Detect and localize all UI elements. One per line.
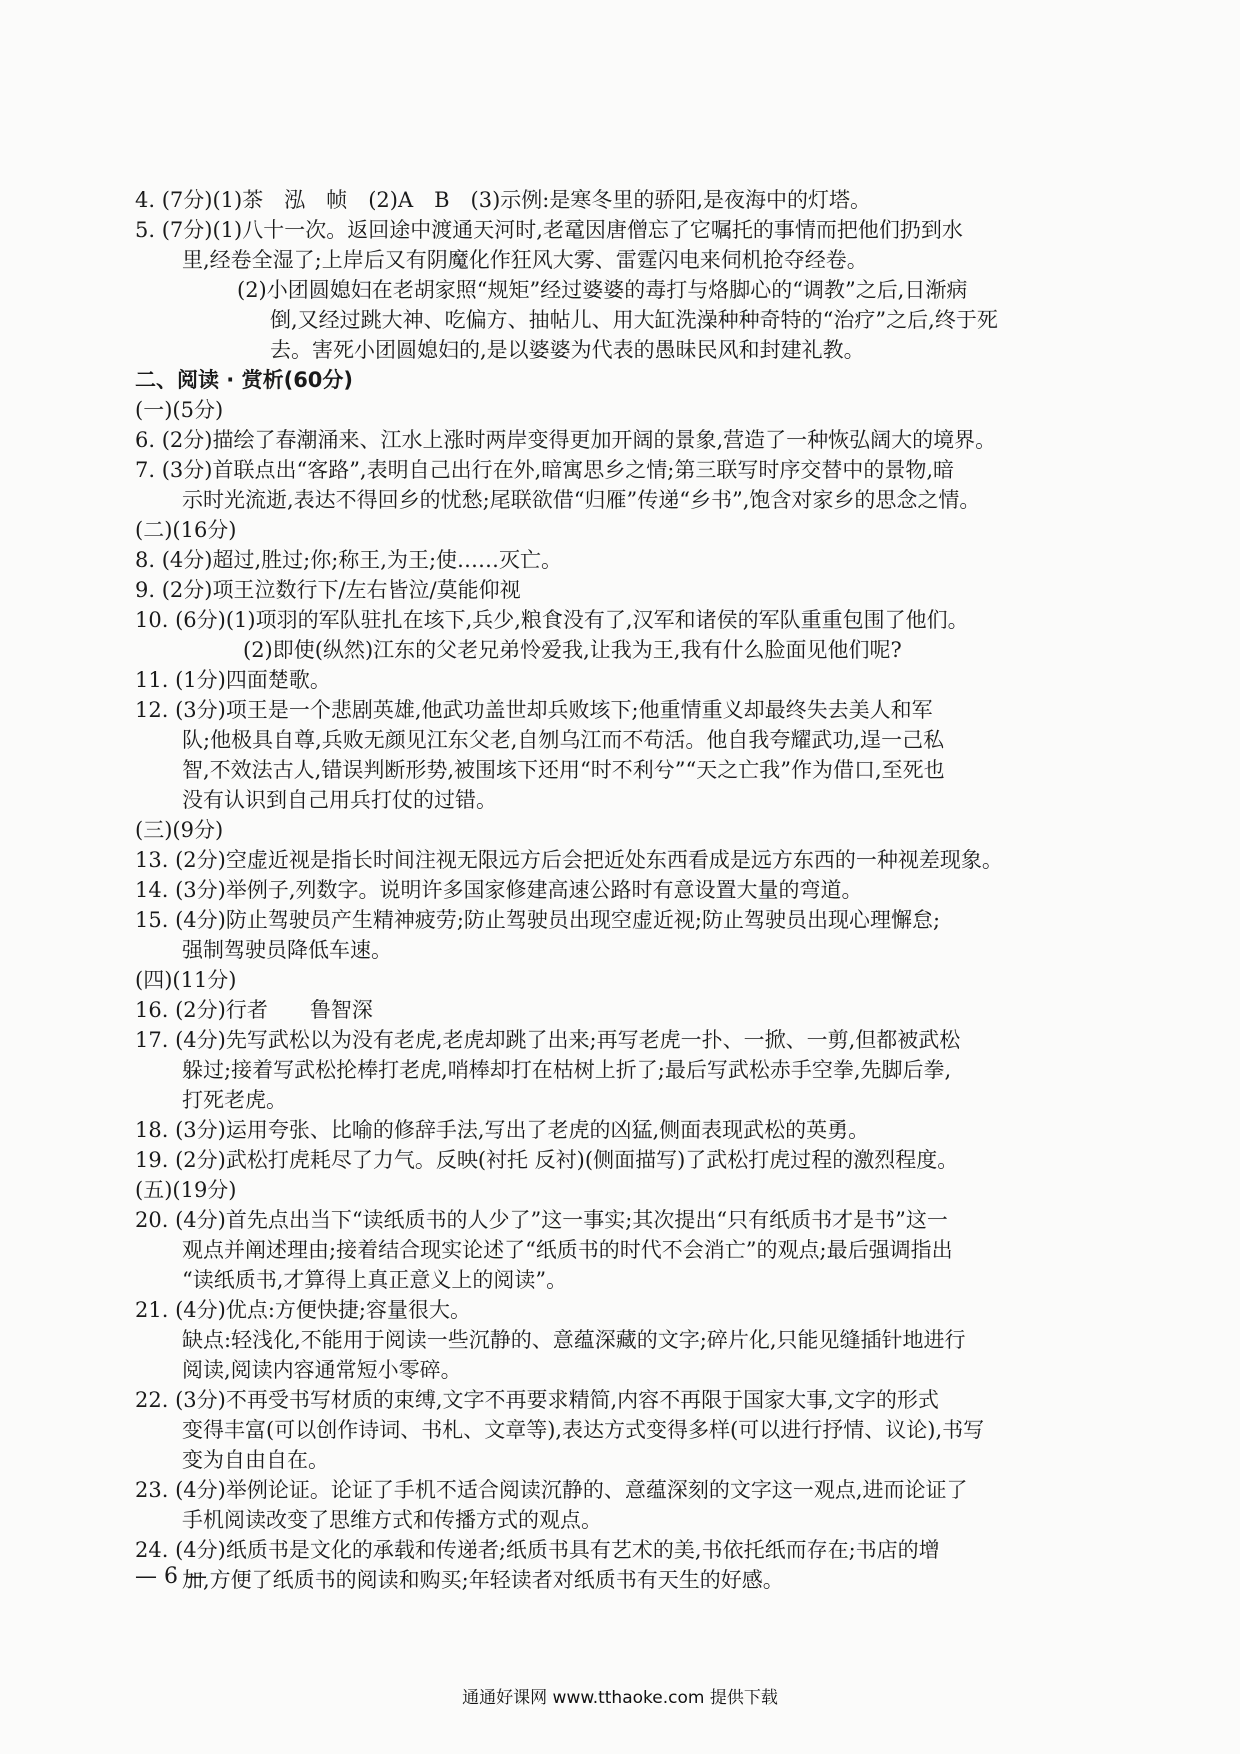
answer-q9: 9. (2分)项王泣数行下/左右皆泣/莫能仰视 — [135, 578, 521, 602]
answer-q7-line1: 7. (3分)首联点出“客路”,表明自己出行在外,暗寓思乡之情;第三联写时序交替中的景物,暗 — [135, 458, 955, 482]
answer-q17-line1: 17. (4分)先写武松以为没有老虎,老虎却跳了出来;再写老虎一扑、一掀、一剪,但都被武松 — [135, 1028, 961, 1052]
answer-q23-line1: 23. (4分)举例论证。论证了手机不适合阅读沉静的、意蕴深刻的文字这一观点,进而论证了 — [135, 1478, 968, 1502]
part-heading-4: (四)(11分) — [135, 968, 237, 992]
answer-q20-line3: “读纸质书,才算得上真正意义上的阅读”。 — [182, 1268, 568, 1292]
answer-q21-line2: 缺点:轻浅化,不能用于阅读一些沉静的、意蕴深藏的文字;碎片化,只能见缝插针地进行 — [182, 1328, 966, 1352]
answer-q21-line1: 21. (4分)优点:方便快捷;容量很大。 — [135, 1298, 471, 1322]
download-note: 通通好课网 www.tthaoke.com 提供下载 — [462, 1688, 778, 1708]
answer-q11: 11. (1分)四面楚歌。 — [135, 668, 331, 692]
answer-q4: 4. (7分)(1)茶 泓 帧 (2)A B (3)示例:是寒冬里的骄阳,是夜海中的灯塔。 — [135, 188, 872, 212]
answer-q16: 16. (2分)行者 鲁智深 — [135, 998, 373, 1022]
answer-q17-line3: 打死老虎。 — [182, 1088, 287, 1112]
answer-q13: 13. (2分)空虚近视是指长时间注视无限远方后会把近处东西看成是远方东西的一种视差现象。 — [135, 848, 1003, 872]
answer-q6: 6. (2分)描绘了春潮涌来、江水上涨时两岸变得更加开阔的景象,营造了一种恢弘阔大的境界。 — [135, 428, 997, 452]
answer-q17-line2: 躲过;接着写武松抡棒打老虎,哨棒却打在枯树上折了;最后写武松赤手空拳,先脚后拳, — [182, 1058, 952, 1082]
answer-q20-line2: 观点并阐述理由;接着结合现实论述了“纸质书的时代不会消亡”的观点;最后强调指出 — [182, 1238, 953, 1262]
answer-q12-line1: 12. (3分)项王是一个悲剧英雄,他武功盖世却兵败垓下;他重情重义却最终失去美人和军 — [135, 698, 933, 722]
answer-q24-line1: 24. (4分)纸质书是文化的承载和传递者;纸质书具有艺术的美,书依托纸而存在;书店的增 — [135, 1538, 940, 1562]
page-number: — 6 — — [135, 1564, 207, 1589]
answer-q5-line3: (2)小团圆媳妇在老胡家照“规矩”经过婆婆的毒打与烙脚心的“调教”之后,日渐病 — [237, 278, 968, 302]
answer-q5-line4: 倒,又经过跳大神、吃偏方、抽帖儿、用大缸洗澡种种奇特的“治疗”之后,终于死 — [270, 308, 998, 332]
answer-q5-line2: 里,经卷全湿了;上岸后又有阴魔化作狂风大雾、雷霆闪电来伺机抢夺经卷。 — [182, 248, 868, 272]
part-heading-1: (一)(5分) — [135, 398, 224, 422]
answer-q5-line5: 去。害死小团圆媳妇的,是以婆婆为代表的愚昧民风和封建礼教。 — [270, 338, 865, 362]
answer-q5-line1: 5. (7分)(1)八十一次。返回途中渡通天河时,老鼋因唐僧忘了它嘱托的事情而把他们扔到水 — [135, 218, 963, 242]
answer-q18: 18. (3分)运用夸张、比喻的修辞手法,写出了老虎的凶猛,侧面表现武松的英勇。 — [135, 1118, 870, 1142]
answer-q24-line2: 加,方便了纸质书的阅读和购买;年轻读者对纸质书有天生的好感。 — [182, 1568, 784, 1592]
answer-q10-line2: (2)即使(纵然)江东的父老兄弟怜爱我,让我为王,我有什么脸面见他们呢? — [243, 638, 902, 662]
answer-q12-line4: 没有认识到自己用兵打仗的过错。 — [182, 788, 497, 812]
part-heading-3: (三)(9分) — [135, 818, 224, 842]
answer-q20-line1: 20. (4分)首先点出当下“读纸质书的人少了”这一事实;其次提出“只有纸质书才是书”这一 — [135, 1208, 948, 1232]
answer-q14: 14. (3分)举例子,列数字。说明许多国家修建高速公路时有意设置大量的弯道。 — [135, 878, 863, 902]
answer-q15-line1: 15. (4分)防止驾驶员产生精神疲劳;防止驾驶员出现空虚近视;防止驾驶员出现心理懈怠; — [135, 908, 941, 932]
answer-q22-line2: 变得丰富(可以创作诗词、书札、文章等),表达方式变得多样(可以进行抒情、议论),书写 — [182, 1418, 985, 1442]
answer-q23-line2: 手机阅读改变了思维方式和传播方式的观点。 — [182, 1508, 602, 1532]
answer-q12-line3: 智,不效法古人,错误判断形势,被围垓下还用“时不利兮”“天之亡我”作为借口,至死也 — [182, 758, 945, 782]
answer-q12-line2: 队;他极具自尊,兵败无颜见江东父老,自刎乌江而不苟活。他自我夸耀武功,逞一己私 — [182, 728, 945, 752]
answer-q21-line3: 阅读,阅读内容通常短小零碎。 — [182, 1358, 462, 1382]
answer-q7-line2: 示时光流逝,表达不得回乡的忧愁;尾联欲借“归雁”传递“乡书”,饱含对家乡的思念之情。 — [182, 488, 981, 512]
section-heading-reading: 二、阅读 · 赏析(60分) — [135, 368, 354, 392]
answer-q8: 8. (4分)超过,胜过;你;称王,为王;使……灭亡。 — [135, 548, 563, 572]
answer-q15-line2: 强制驾驶员降低车速。 — [182, 938, 392, 962]
answer-q19: 19. (2分)武松打虎耗尽了力气。反映(衬托 反衬)(侧面描写)了武松打虎过程的激烈程度。 — [135, 1148, 959, 1172]
part-heading-2: (二)(16分) — [135, 518, 237, 542]
answer-q10-line1: 10. (6分)(1)项羽的军队驻扎在垓下,兵少,粮食没有了,汉军和诸侯的军队重重包围了他们。 — [135, 608, 969, 632]
answer-q22-line1: 22. (3分)不再受书写材质的束缚,文字不再要求精简,内容不再限于国家大事,文字的形式 — [135, 1388, 939, 1412]
answer-q22-line3: 变为自由自在。 — [182, 1448, 329, 1472]
answer-key-body — [135, 185, 1055, 1595]
part-heading-5: (五)(19分) — [135, 1178, 237, 1202]
